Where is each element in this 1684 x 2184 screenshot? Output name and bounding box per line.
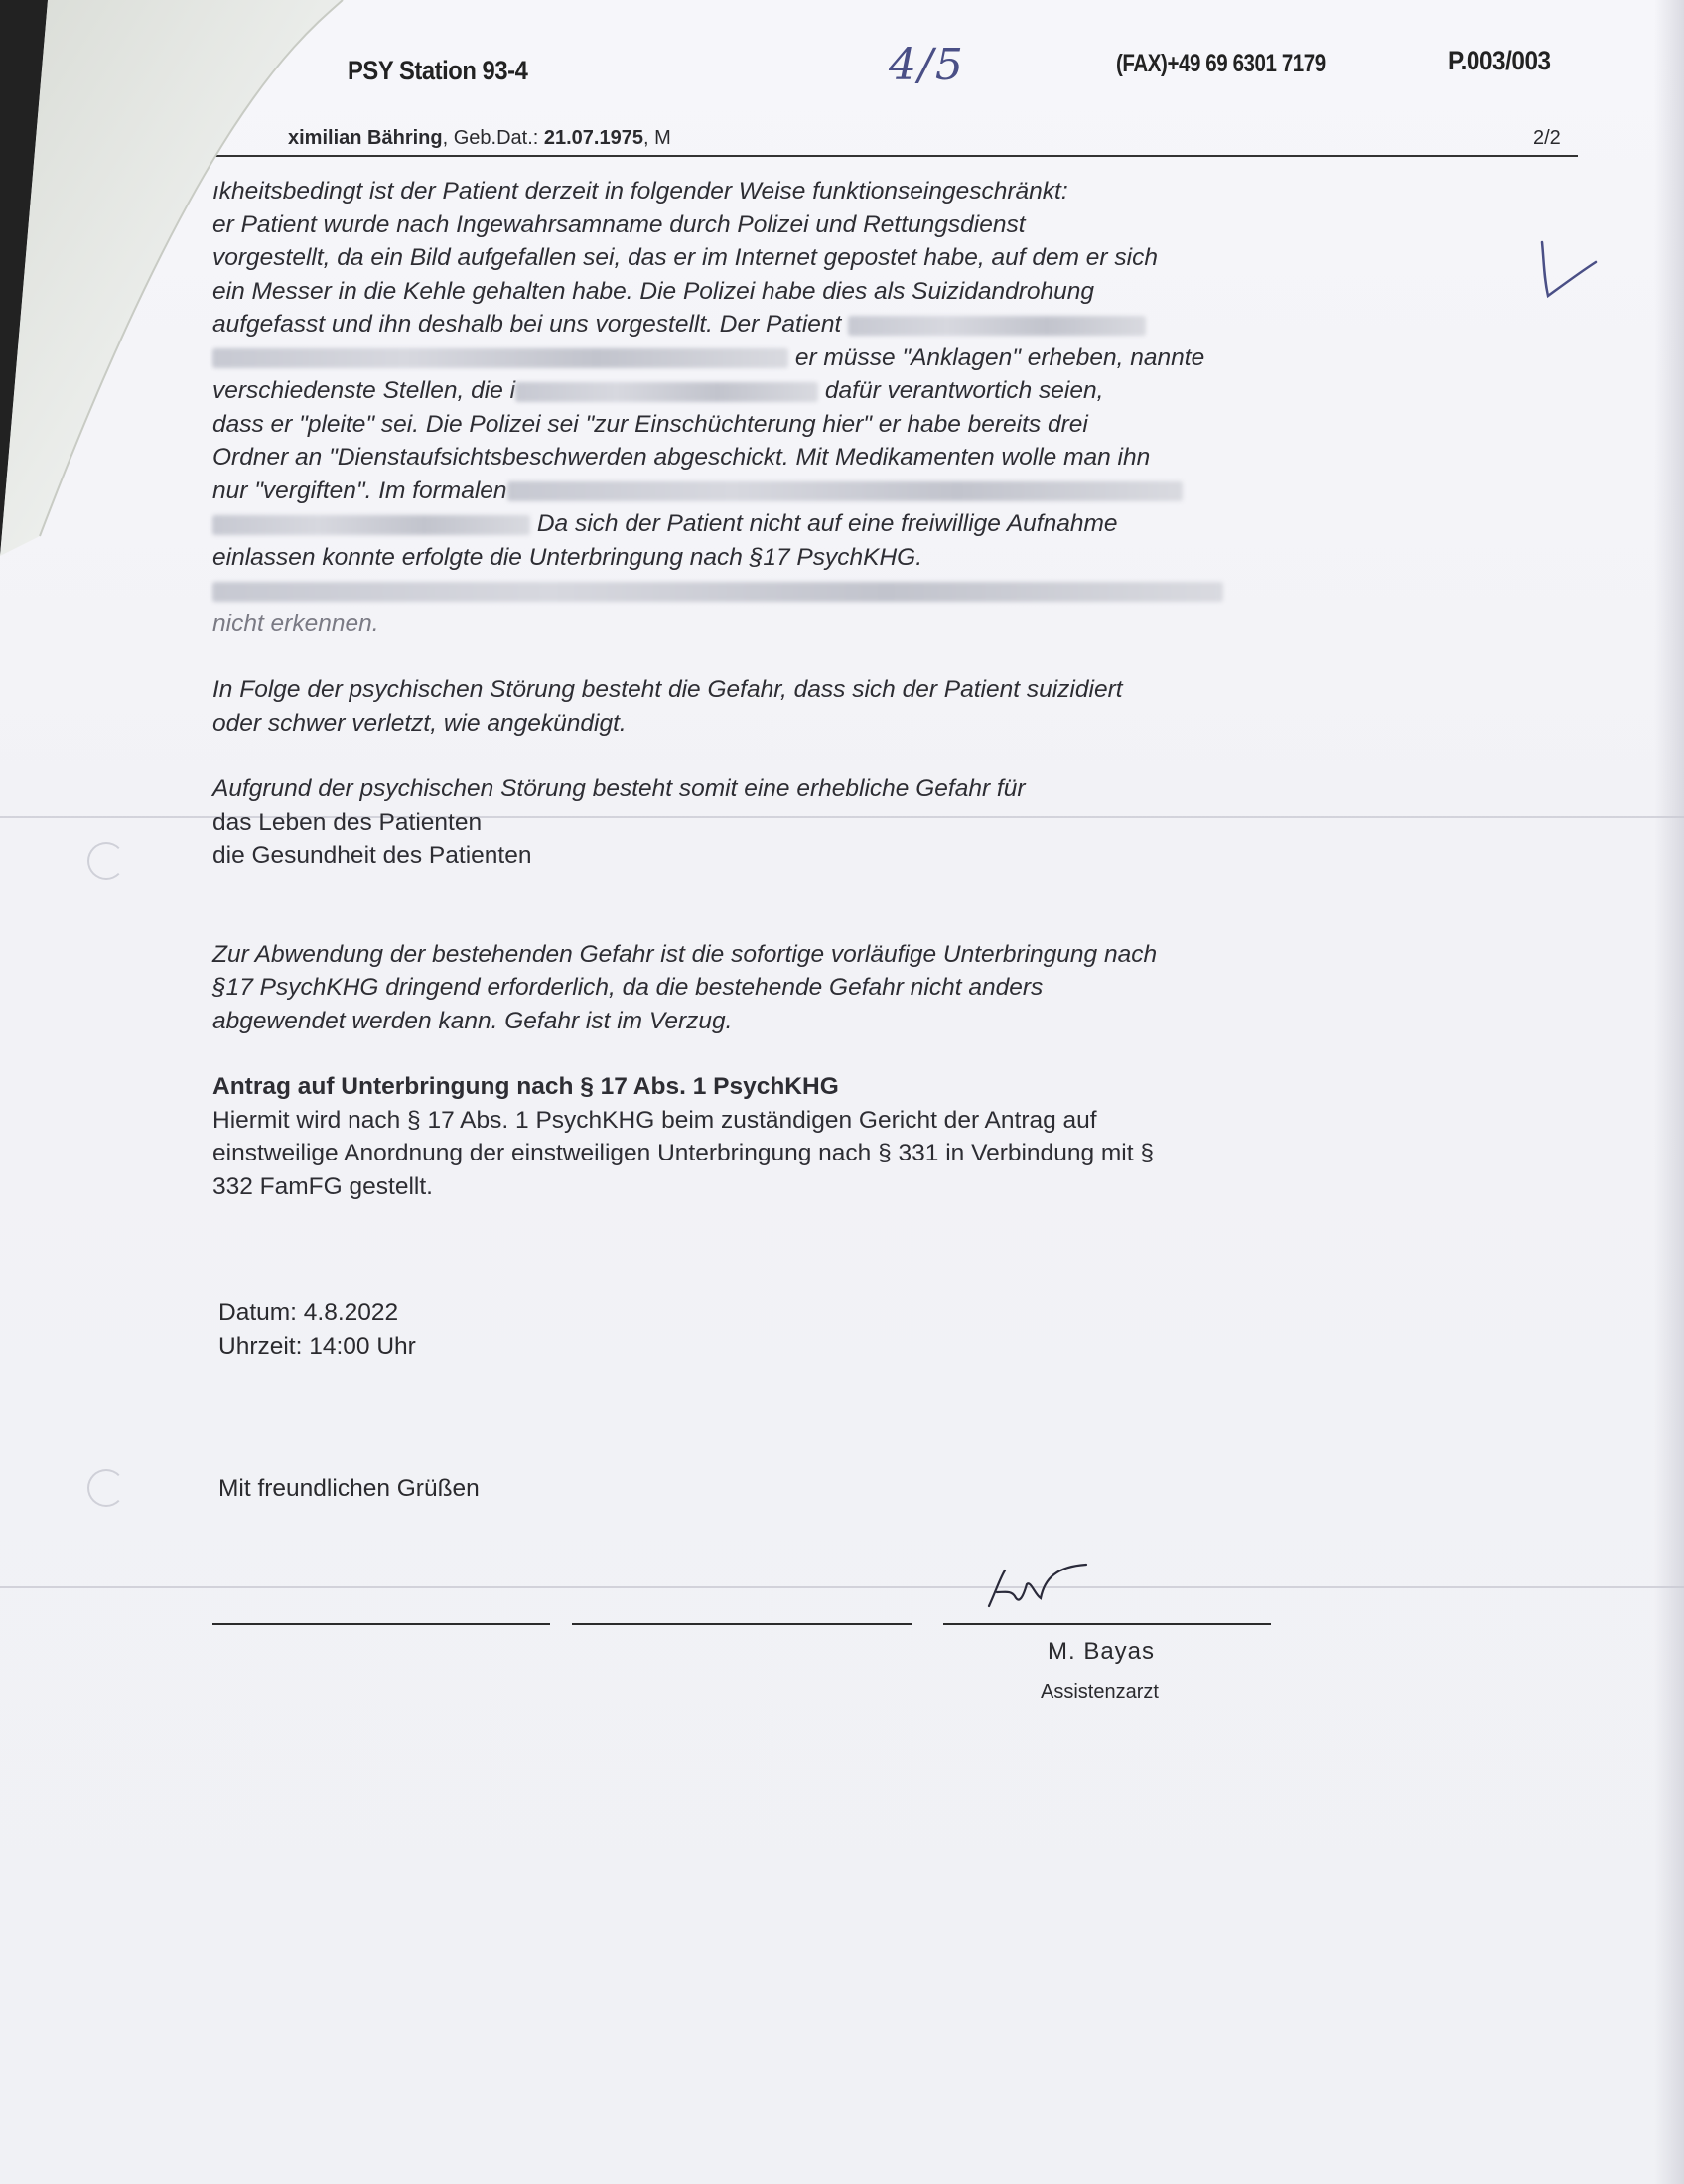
body-line: ıkheitsbedingt ist der Patient derzeit in folgender Weise funktionseingeschränkt: <box>212 178 1068 205</box>
body-text-segment: verschiedenste Stellen, die i <box>212 377 516 404</box>
body-line: vorgestellt, da ein Bild aufgefallen sei, das er im Internet gepostet habe, auf dem er sich <box>212 244 1158 271</box>
antrag-line: Hiermit wird nach § 17 Abs. 1 PsychKHG beim zuständigen Gericht der Antrag auf <box>212 1106 1097 1134</box>
punch-hole-mark <box>87 842 125 880</box>
antrag-line: 332 FamFG gestellt. <box>212 1172 433 1200</box>
page-edge-shadow <box>1654 0 1684 2184</box>
page-count: 2/2 <box>1533 127 1561 149</box>
fax-page-number: P.003/003 <box>1448 46 1551 75</box>
redacted-text <box>515 382 818 402</box>
handwritten-page-mark: 4/5 <box>889 40 965 90</box>
patient-name: ximilian Bähring <box>288 127 443 149</box>
body-line: Ordner an "Dienstaufsichtsbeschwerden abgeschickt. Mit Medikamenten wolle man ihn <box>212 444 1151 471</box>
danger-line: oder schwer verletzt, wie angekündigt. <box>212 709 627 737</box>
body-line: nicht erkennen. <box>212 610 379 637</box>
greeting: Mit freundlichen Grüßen <box>218 1475 480 1502</box>
body-text-segment: Da sich der Patient nicht auf eine freiwillige Aufnahme <box>536 510 1118 537</box>
patient-sex: , M <box>642 127 671 149</box>
risk-line: das Leben des Patienten <box>212 808 483 836</box>
body-line <box>212 341 1305 375</box>
handwritten-check-mark <box>1534 238 1604 308</box>
folded-corner <box>0 0 357 556</box>
handwritten-signature <box>983 1559 1122 1618</box>
body-text-segment: er müsse "Anklagen" erheben, nannte <box>794 343 1205 371</box>
body-line: einlassen konnte erfolgte die Unterbringung nach §17 PsychKHG. <box>212 543 923 571</box>
body-line <box>212 308 1305 341</box>
redacted-text <box>212 582 1223 602</box>
letter-body <box>212 175 1305 1203</box>
signature-line <box>943 1623 1271 1625</box>
punch-hole-mark <box>87 1469 125 1507</box>
letter-time: Uhrzeit: 14:00 Uhr <box>218 1332 416 1360</box>
urgent-line: §17 PsychKHG dringend erforderlich, da die bestehende Gefahr nicht anders <box>212 974 1044 1001</box>
body-line <box>212 374 1305 408</box>
danger-line: In Folge der psychischen Störung besteht die Gefahr, dass sich der Patient suizidiert <box>212 676 1123 703</box>
signature-line <box>572 1623 912 1625</box>
paper-fold-line <box>0 1586 1684 1588</box>
signature-line <box>212 1623 550 1625</box>
dob-label: , Geb.Dat.: <box>442 127 544 149</box>
header-rule <box>213 155 1578 157</box>
risk-line: Aufgrund der psychischen Störung besteht somit eine erhebliche Gefahr für <box>212 775 1026 802</box>
antrag-line: einstweilige Anordnung der einstweiligen Unterbringung nach § 331 in Verbindung mit § <box>212 1140 1154 1166</box>
antrag-title: Antrag auf Unterbringung nach § 17 Abs. 1 PsychKHG <box>212 1073 839 1100</box>
redacted-text <box>507 481 1183 501</box>
redacted-text <box>848 316 1146 336</box>
fax-station: PSY Station 93-4 <box>348 56 528 85</box>
urgent-line: Zur Abwendung der bestehenden Gefahr ist die sofortige vorläufige Unterbringung nach <box>212 940 1158 968</box>
body-line <box>212 475 1305 508</box>
patient-dob: 21.07.1975 <box>543 127 643 149</box>
signatory-title: Assistenzarzt <box>1041 1681 1159 1703</box>
fax-number: (FAX)+49 69 6301 7179 <box>1116 50 1326 77</box>
body-line: ein Messer in die Kehle gehalten habe. Die Polizei habe dies als Suizidandrohung <box>212 277 1095 305</box>
body-line <box>212 574 1305 608</box>
date-time-block <box>218 1297 1311 1363</box>
letter-date: Datum: 4.8.2022 <box>218 1299 399 1326</box>
body-text-segment: nur "vergiften". Im formalen <box>212 477 507 504</box>
risk-line: die Gesundheit des Patienten <box>212 842 532 869</box>
urgent-line: abgewendet werden kann. Gefahr ist im Verzug. <box>212 1007 733 1034</box>
signatory-name: M. Bayas <box>1048 1638 1156 1665</box>
body-line <box>212 507 1305 541</box>
body-text-segment: aufgefasst und ihn deshalb bei uns vorgestellt. Der Patient <box>212 311 842 338</box>
body-line: dass er "pleite" sei. Die Polizei sei "zur Einschüchterung hier" er habe bereits drei <box>212 410 1088 438</box>
body-line: er Patient wurde nach Ingewahrsamname durch Polizei und Rettungsdienst <box>212 210 1026 238</box>
body-text-segment: dafür verantwortich seien, <box>824 377 1104 404</box>
